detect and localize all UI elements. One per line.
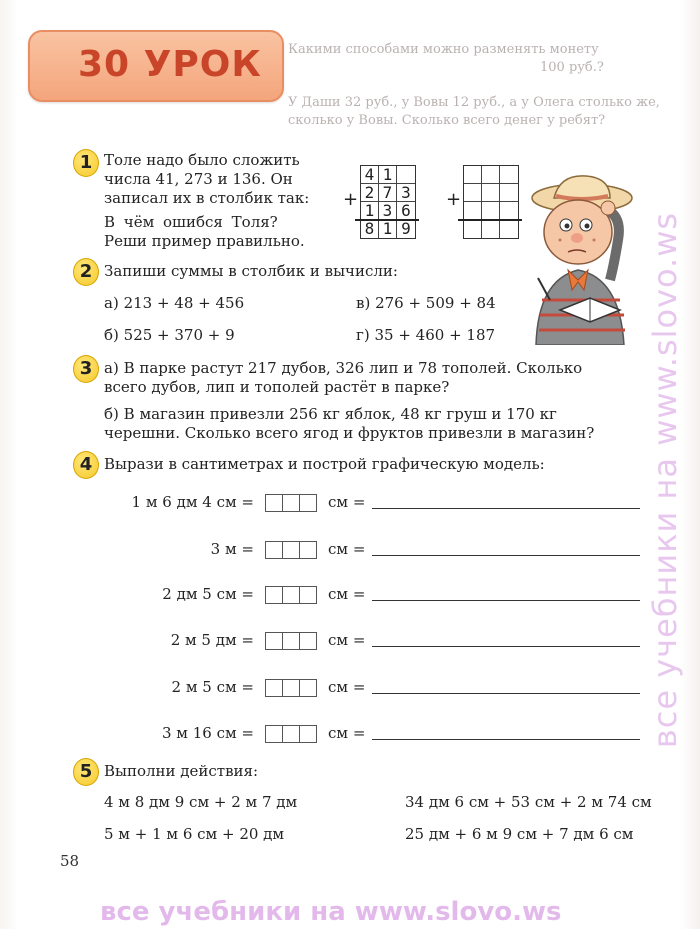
grid-cell: 1 [379,166,397,184]
sum-line-2 [458,219,522,221]
grid-cell[interactable] [482,220,500,238]
task4-row-3-unit: см = [328,585,366,603]
grid-cell: 1 [379,220,397,238]
answer-boxes[interactable] [265,541,317,559]
task2-item-v: в) 276 + 509 + 84 [356,294,496,312]
grid-cell: 3 [379,202,397,220]
task3-b-line-2: черешни. Сколько всего ягод и фруктов привезли в магазин? [104,424,595,442]
task4-row-3-label: 2 дм 5 см = [162,585,254,603]
bleed-text-1: Какими способами можно разменять монету [288,42,599,57]
page-number: 58 [60,852,80,870]
task1-line-3: записал их в столбик так: [104,189,310,207]
answer-line[interactable] [372,739,640,740]
grid-cell: 3 [397,184,415,202]
grid-cell[interactable] [500,184,518,202]
task5-instruction: Выполни действия: [104,762,259,780]
task1-line-1: Толе надо было сложить [104,151,300,169]
watermark-vertical [640,130,690,830]
task-number-5: 5 [73,758,99,786]
task-number-4: 4 [73,451,99,479]
answer-boxes[interactable] [265,725,317,743]
task4-row-4-label: 2 м 5 дм = [170,631,254,649]
grid-cell[interactable] [482,202,500,220]
grid-cell: 6 [397,202,415,220]
task-number-2: 2 [73,258,99,286]
bleed-text-2: 100 руб.? [540,60,604,75]
grid-cell: 4 [361,166,379,184]
task2-item-a: а) 213 + 48 + 456 [104,294,245,312]
grid-cell[interactable] [482,184,500,202]
task1-line-5: Реши пример правильно. [104,232,305,250]
answer-boxes[interactable] [265,586,317,604]
bleed-text-4: сколько у Вовы. Сколько всего денег у ребят? [288,113,606,128]
grid-cell [397,166,415,184]
lesson-title: 30 УРОК [78,44,262,85]
task4-row-5-unit: см = [328,678,366,696]
task2-item-g: г) 35 + 460 + 187 [356,326,496,344]
answer-line[interactable] [372,555,640,556]
task4-row-4-unit: см = [328,631,366,649]
task3-b-line-1: б) В магазин привезли 256 кг яблок, 48 кг груш и 170 кг [104,405,557,423]
task1-line-4: В чём ошибся Толя? [104,213,278,231]
sum-line-1 [355,219,419,221]
grid-cell[interactable] [464,202,482,220]
grid-cell[interactable] [464,184,482,202]
answer-boxes[interactable] [265,632,317,650]
grid-cell[interactable] [500,220,518,238]
answer-line[interactable] [372,508,640,509]
grid-cell: 2 [361,184,379,202]
answer-line[interactable] [372,646,640,647]
task3-a-line-1: а) В парке растут 217 дубов, 326 лип и 78 тополей. Сколько [104,359,583,377]
answer-boxes[interactable] [265,679,317,697]
plus-sign-2: + [446,189,462,210]
grid-cell[interactable] [500,166,518,184]
grid-cell[interactable] [482,166,500,184]
task3-a-line-2: всего дубов, лип и тополей растёт в парке? [104,378,450,396]
answer-boxes[interactable] [265,494,317,512]
watermark-vertical-text: все учебники на www.slovo.ws [646,211,684,749]
answer-line[interactable] [372,693,640,694]
task4-row-6-label: 3 м 16 см = [161,724,254,742]
task1-line-2: числа 41, 273 и 136. Он [104,170,293,188]
task4-row-6-unit: см = [328,724,366,742]
task4-row-2-unit: см = [328,540,366,558]
task4-instruction: Вырази в сантиметрах и построй графическую модель: [104,455,545,473]
bleed-text-3: У Даши 32 руб., у Вовы 12 руб., а у Олега столько же, [288,95,660,110]
task5-item-3: 5 м + 1 м 6 см + 20 дм [104,825,285,843]
task5-item-1: 4 м 8 дм 9 см + 2 м 7 дм [104,793,298,811]
task2-item-b: б) 525 + 370 + 9 [104,326,235,344]
task5-item-4: 25 дм + 6 м 9 см + 7 дм 6 см [405,825,634,843]
grid-cell[interactable] [500,202,518,220]
task2-instruction: Запиши суммы в столбик и вычисли: [104,262,398,280]
watermark-bottom: все учебники на www.slovo.ws [100,897,562,927]
answer-column-grid [463,165,519,239]
task-number-1: 1 [73,149,99,177]
task4-row-1-unit: см = [328,493,366,511]
grid-cell: 9 [401,219,411,238]
grid-cell[interactable] [464,220,482,238]
lesson-badge [28,30,284,102]
grid-cell[interactable] [464,166,482,184]
task4-row-2-label: 3 м = [210,540,254,558]
task4-row-1-label: 1 м 6 дм 4 см = [131,493,254,511]
tolya-column-grid [360,165,416,239]
answer-line[interactable] [372,600,640,601]
task5-item-2: 34 дм 6 см + 53 см + 2 м 74 см [405,793,652,811]
plus-sign-1: + [343,189,359,210]
task4-row-5-label: 2 м 5 см = [171,678,254,696]
grid-cell: 7 [379,184,397,202]
grid-cell: 1 [361,202,379,220]
grid-cell: 8 [361,220,379,238]
task-number-3: 3 [73,355,99,383]
